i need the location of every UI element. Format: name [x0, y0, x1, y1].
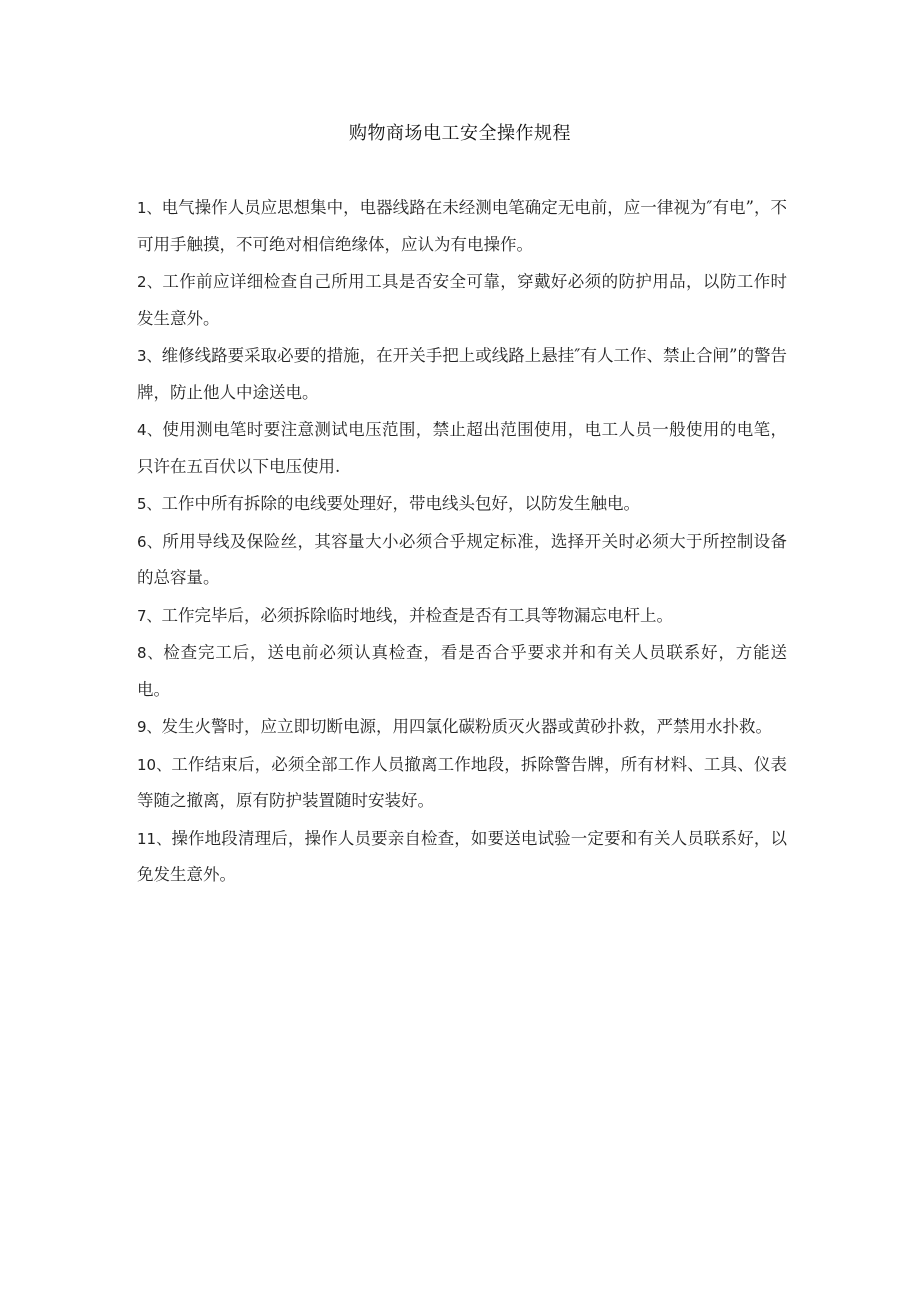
rule-text: 工作中所有拆除的电线要处理好，带电线头包好，以防发生触电。	[161, 494, 641, 513]
rule-text: 使用测电笔时要注意测试电压范围，禁止超出范围使用，电工人员一般使用的电笔，只许在五百伏以下电压使用.	[137, 420, 788, 476]
rule-text: 所用导线及保险丝，其容量大小必须合乎规定标准，选择开关时必须大于所控制设备的总容量。	[137, 531, 788, 587]
list-item	[137, 821, 787, 894]
rule-number: 2、	[137, 273, 163, 291]
list-item	[137, 190, 787, 263]
rule-number: 7、	[137, 606, 162, 625]
rule-text: 工作完毕后，必须拆除临时地线，并检查是否有工具等物漏忘电杆上。	[161, 605, 674, 625]
rule-text: 发生火警时，应立即切断电源，用四氯化碳粉质灭火器或黄砂扑救，严禁用水扑救。	[161, 717, 773, 736]
rule-text: 维修线路要采取必要的措施，在开关手把上或线路上悬挂″有人工作、禁止合闸”的警告牌，防止他人中途送电。	[137, 346, 787, 402]
rule-text: 电气操作人员应思想集中，电器线路在未经测电笔确定无电前，应一律视为″有电”，不可用手触摸，不可绝对相信绝缘体，应认为有电操作。	[137, 198, 787, 254]
list-item	[137, 747, 787, 820]
list-item	[137, 524, 787, 597]
rule-number: 9、	[137, 718, 162, 736]
rule-text: 工作前应详细检查自己所用工具是否安全可靠，穿戴好必须的防护用品，以防工作时发生意外。	[137, 272, 788, 328]
rule-number: 8、	[137, 644, 164, 662]
list-item	[137, 486, 787, 523]
rule-text: 操作地段清理后，操作人员要亲自检查，如要送电试验一定要和有关人员联系好，以免发生意外。	[137, 828, 787, 884]
rule-text: 检查完工后，送电前必须认真检查，看是否合乎要求并和有关人员联系好，方能送电。	[137, 643, 788, 699]
rule-number: 11、	[137, 829, 172, 848]
rule-number: 1、	[137, 199, 162, 217]
list-item	[137, 412, 787, 485]
rule-number: 3、	[137, 347, 162, 365]
list-item	[137, 709, 787, 746]
rule-text: 工作结束后，必须全部工作人员撤离工作地段，拆除警告牌，所有材料、工具、仪表等随之撤离，原有防护装置随时安装好。	[137, 754, 787, 810]
list-item	[137, 635, 787, 708]
list-item	[137, 598, 787, 635]
rule-number: 4、	[137, 421, 163, 439]
rule-number: 5、	[137, 495, 162, 513]
rule-number: 10、	[137, 755, 172, 774]
list-item	[137, 264, 787, 337]
rule-number: 6、	[137, 532, 163, 551]
rules-list	[137, 190, 787, 895]
list-item	[137, 338, 787, 411]
page-title: 购物商场电工安全操作规程	[349, 123, 571, 144]
